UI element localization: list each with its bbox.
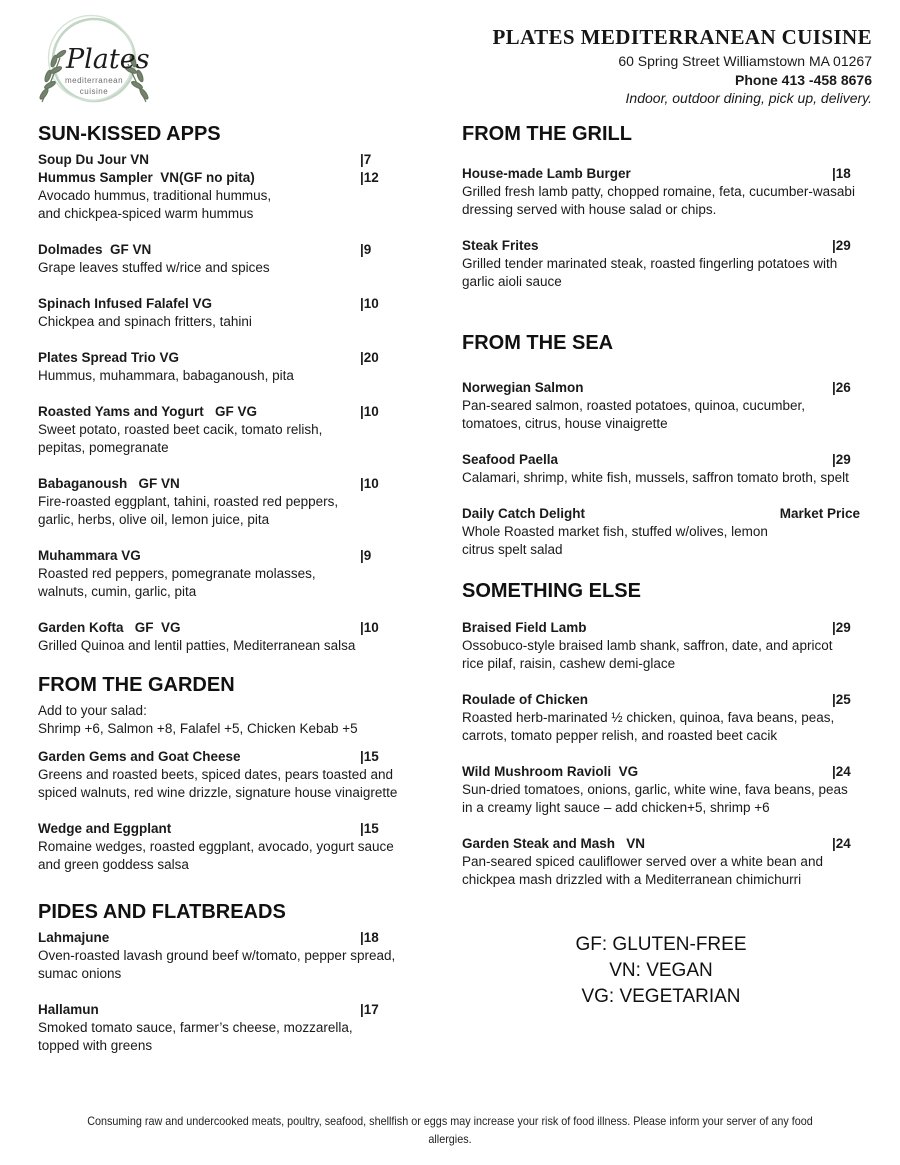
menu-item (38, 1001, 406, 1055)
item-price: |18 (360, 930, 379, 945)
item-row (38, 1001, 406, 1019)
item-name: Babaganoush GF VN (38, 476, 180, 491)
item-name: Garden Gems and Goat Cheese (38, 749, 241, 764)
item-desc-line: dressing served with house salad or chips. (462, 202, 717, 217)
item-row (462, 763, 860, 781)
item-row (38, 349, 406, 367)
item-name: Plates Spread Trio VG (38, 350, 180, 365)
item-desc-line: carrots, tomato pepper relish, and roasted beet cacik (462, 728, 778, 743)
item-row (38, 619, 406, 637)
section-title: SUN-KISSED APPS (38, 123, 221, 145)
item-desc-line: citrus spelt salad (462, 542, 563, 557)
menu-item (462, 763, 860, 817)
item-desc-line: chickpea mash drizzled with a Mediterranean chimichurri (462, 872, 802, 887)
item-name: Roasted Yams and Yogurt GF VG (38, 404, 258, 419)
item-price: |12 (360, 170, 379, 185)
item-name: Seafood Paella (462, 452, 559, 467)
menu-item (38, 349, 406, 385)
item-price: |29 (832, 452, 851, 467)
item-row (38, 151, 406, 169)
footer-disclaimer (0, 1112, 900, 1148)
item-name: Muhammara VG (38, 548, 141, 563)
item-desc-line: sumac onions (38, 966, 122, 981)
item-row (462, 237, 860, 255)
item-row (38, 403, 406, 421)
item-row (462, 505, 860, 523)
item-price: |15 (360, 749, 379, 764)
section-from-the-grill (462, 122, 860, 291)
item-price: |20 (360, 350, 379, 365)
section-from-the-garden (38, 673, 406, 874)
item-desc-line: garlic aioli sauce (462, 274, 562, 289)
restaurant-tagline: Indoor, outdoor dining, pick up, delivery. (625, 90, 872, 107)
section-from-the-sea (462, 331, 860, 559)
item-price: |24 (832, 836, 851, 851)
menu-item (38, 475, 406, 529)
item-price: |10 (360, 620, 379, 635)
item-name: Wedge and Eggplant (38, 821, 172, 836)
item-price: |17 (360, 1002, 379, 1017)
item-row (38, 169, 406, 187)
section-title: SOMETHING ELSE (462, 580, 641, 602)
menu-column-left (38, 122, 406, 1055)
menu-item (38, 929, 406, 983)
item-desc-line: pepitas, pomegranate (38, 440, 169, 455)
logo-brand-text: Plates (66, 44, 150, 75)
logo-subtitle-line2: cuisine (79, 87, 109, 96)
disclaimer-line-1: Consuming raw and undercooked meats, poultry, seafood, shellfish or eggs may increase your risk of food illness. Please inform your server of any food (87, 1114, 813, 1128)
item-desc-line: Pan-seared spiced cauliflower served over a white bean and (462, 854, 823, 869)
item-price: |18 (832, 166, 851, 181)
menu-item (38, 295, 406, 331)
item-row (38, 241, 406, 259)
item-row (38, 748, 406, 766)
section-pides-and-flatbreads (38, 900, 406, 1055)
menu-item (462, 691, 860, 745)
item-row (38, 820, 406, 838)
legend-line-vn: VN: VEGAN (609, 960, 713, 981)
menu-item (38, 619, 406, 655)
item-name: Lahmajune (38, 930, 110, 945)
header-block (492, 24, 872, 108)
item-name: Daily Catch Delight (462, 506, 586, 521)
item-desc-line: tomatoes, citrus, house vinaigrette (462, 416, 668, 431)
item-price: |26 (832, 380, 851, 395)
menu-item (38, 241, 406, 277)
section-title: PIDES AND FLATBREADS (38, 901, 286, 923)
menu-item (462, 835, 860, 889)
section-title: FROM THE GARDEN (38, 674, 235, 696)
item-desc-line: in a creamy light sauce – add chicken+5, shrimp +6 (462, 800, 770, 815)
item-desc-line: Roasted red peppers, pomegranate molasses, (38, 566, 316, 581)
item-name: Hummus Sampler VN(GF no pita) (38, 170, 255, 185)
item-desc-line: Pan-seared salmon, roasted potatoes, quinoa, cucumber, (462, 398, 805, 413)
item-desc-line: Smoked tomato sauce, farmer’s cheese, mozzarella, (38, 1020, 353, 1035)
item-name: House-made Lamb Burger (462, 166, 631, 181)
restaurant-phone: Phone 413 -458 8676 (735, 71, 872, 88)
item-name: Spinach Infused Falafel VG (38, 296, 213, 311)
item-desc-line: spiced walnuts, red wine drizzle, signature house vinaigrette (38, 785, 398, 800)
menu-item (462, 165, 860, 219)
menu-item (462, 619, 860, 673)
item-desc-line: Grape leaves stuffed w/rice and spices (38, 260, 270, 275)
menu-item (38, 748, 406, 802)
item-desc-line: and green goddess salsa (38, 857, 189, 872)
item-desc-line: Grilled fresh lamb patty, chopped romaine, feta, cucumber-wasabi (462, 184, 855, 199)
restaurant-address: 60 Spring Street Williamstown MA 01267 (618, 53, 872, 70)
section-sun-kissed-apps (38, 122, 406, 655)
item-price: |10 (360, 404, 379, 419)
menu-item (462, 505, 860, 559)
menu-item (38, 547, 406, 601)
item-price: |15 (360, 821, 379, 836)
item-desc-line: Chickpea and spinach fritters, tahini (38, 314, 252, 329)
menu-item (462, 237, 860, 291)
restaurant-name: PLATES MEDITERRANEAN CUISINE (492, 25, 872, 49)
item-desc-line: Hummus, muhammara, babaganoush, pita (38, 368, 294, 383)
item-desc-line: Sun-dried tomatoes, onions, garlic, white wine, fava beans, peas (462, 782, 848, 797)
item-row (38, 475, 406, 493)
restaurant-logo (28, 6, 158, 118)
item-desc-line: Avocado hummus, traditional hummus, (38, 188, 272, 203)
item-desc-line: Calamari, shrimp, white fish, mussels, saffron tomato broth, spelt (462, 470, 849, 485)
menu-item (38, 820, 406, 874)
item-price: |9 (360, 548, 372, 563)
menu-item (38, 169, 406, 223)
item-name: Steak Frites (462, 238, 539, 253)
menu-item (38, 151, 406, 169)
item-name: Dolmades GF VN (38, 242, 152, 257)
item-desc-line: garlic, herbs, olive oil, lemon juice, pita (38, 512, 270, 527)
item-desc-line: rice pilaf, raisin, cashew demi-glace (462, 656, 676, 671)
menu-column-right (462, 122, 860, 889)
menu-item (38, 403, 406, 457)
item-name: Garden Kofta GF VG (38, 620, 181, 635)
item-row (462, 619, 860, 637)
item-desc-line: walnuts, cumin, garlic, pita (38, 584, 197, 599)
item-price: |24 (832, 764, 851, 779)
item-row (462, 379, 860, 397)
item-price: |10 (360, 476, 379, 491)
legend-line-gf: GF: GLUTEN-FREE (575, 934, 747, 955)
item-price: |10 (360, 296, 379, 311)
section-note-line: Add to your salad: (38, 703, 147, 718)
menu-item (462, 379, 860, 433)
item-desc-line: Ossobuco-style braised lamb shank, saffron, date, and apricot (462, 638, 833, 653)
item-desc-line: topped with greens (38, 1038, 153, 1053)
item-desc-line: Fire-roasted eggplant, tahini, roasted red peppers, (38, 494, 339, 509)
dietary-legend (462, 932, 860, 1010)
item-name: Braised Field Lamb (462, 620, 587, 635)
legend-line-vg: VG: VEGETARIAN (581, 986, 741, 1007)
item-desc-line: Grilled Quinoa and lentil patties, Mediterranean salsa (38, 638, 356, 653)
item-row (38, 929, 406, 947)
logo-subtitle-line1: mediterranean (64, 76, 124, 85)
item-name: Soup Du Jour VN (38, 152, 149, 167)
item-desc-line: Whole Roasted market fish, stuffed w/olives, lemon (462, 524, 768, 539)
item-row (462, 165, 860, 183)
section-title: FROM THE SEA (462, 332, 614, 354)
item-name: Norwegian Salmon (462, 380, 584, 395)
item-name: Hallamun (38, 1002, 99, 1017)
item-desc-line: and chickpea-spiced warm hummus (38, 206, 254, 221)
item-price: |9 (360, 242, 372, 257)
item-desc-line: Romaine wedges, roasted eggplant, avocado, yogurt sauce (38, 839, 394, 854)
item-price: |7 (360, 152, 372, 167)
item-price: |29 (832, 620, 851, 635)
menu-item (462, 451, 860, 487)
item-desc-line: Greens and roasted beets, spiced dates, pears toasted and (38, 767, 393, 782)
item-desc-line: Roasted herb-marinated ½ chicken, quinoa, fava beans, peas, (462, 710, 835, 725)
section-note-line: Shrimp +6, Salmon +8, Falafel +5, Chicken Kebab +5 (38, 721, 358, 736)
item-desc-line: Oven-roasted lavash ground beef w/tomato, pepper spread, (38, 948, 396, 963)
item-name: Wild Mushroom Ravioli VG (462, 764, 639, 779)
item-name: Roulade of Chicken (462, 692, 589, 707)
item-price: |29 (832, 238, 851, 253)
item-row (38, 295, 406, 313)
item-name: Garden Steak and Mash VN (462, 836, 646, 851)
item-price: Market Price (779, 506, 860, 521)
item-desc-line: Sweet potato, roasted beet cacik, tomato relish, (38, 422, 323, 437)
item-row (462, 451, 860, 469)
item-row (38, 547, 406, 565)
section-title: FROM THE GRILL (462, 123, 632, 145)
item-row (462, 835, 860, 853)
section-something-else (462, 579, 860, 889)
item-desc-line: Grilled tender marinated steak, roasted fingerling potatoes with (462, 256, 838, 271)
item-price: |25 (832, 692, 851, 707)
item-row (462, 691, 860, 709)
disclaimer-line-2: allergies. (428, 1132, 472, 1146)
